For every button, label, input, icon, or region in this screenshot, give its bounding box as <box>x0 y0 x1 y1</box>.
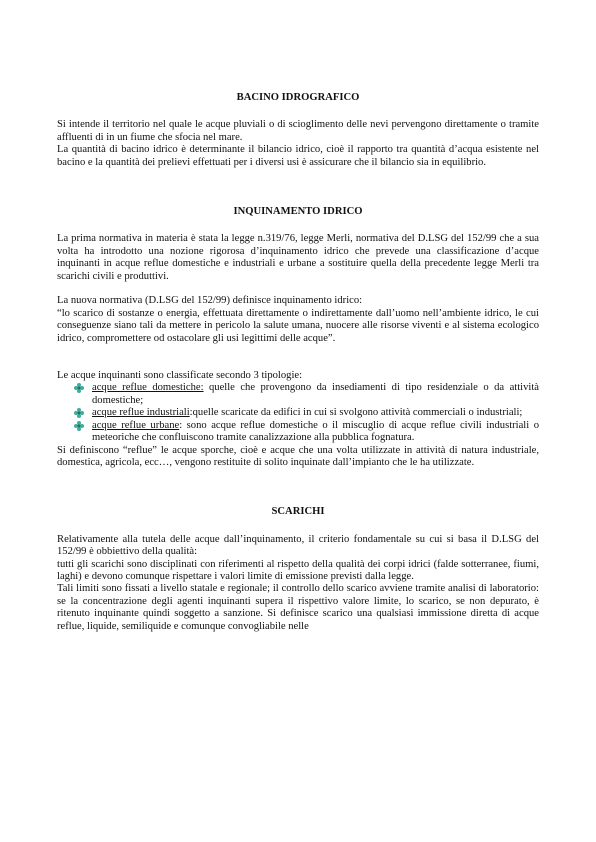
paragraph: La quantità di bacino idrico è determinante il bilancio idrico, cioè il rapporto tra quantità d’acqua esistente nel bacino e la quantità dei prelievi effettuati per i diversi usi è assicurare che il bilancio sia in equilibrio. <box>57 144 539 168</box>
section-title-bacino: BACINO IDROGRAFICO <box>236 92 360 103</box>
section-title-inquinamento: INQUINAMENTO IDRICO <box>233 206 363 218</box>
item-text: :quelle scaricate da edifici in cui si svolgono attività commerciali o industriali; <box>189 407 523 419</box>
item-text: : sono acque reflue domestiche o il miscuglio di acque reflue civili industriali o meteoriche che confluiscono tramite canalizzazione alla pubblica fognatura. <box>92 419 539 444</box>
list-item <box>92 420 539 445</box>
flower-bullet-icon <box>74 421 84 431</box>
term-industriali: acque reflue industriali <box>92 407 190 419</box>
paragraph: La prima normativa in materia è stata la legge n.319/76, legge Merli, normativa del D.LSG del 152/99 che a sua volta ha introdotto una nozione rigorosa d’inquinamento idrico che prevede una classificazione d’acque inquinanti in acque reflue domestiche e industriali e urbane a sostituire quella della precedente legge Merli tra scarichi civili e produttivi. <box>57 233 539 282</box>
paragraph: tutti gli scarichi sono disciplinati con riferimenti al rispetto della qualità dei corpi idrici (falde sotterranee, fiumi, laghi) e devono comunque rispettare i valori limite di emissione previsti dalla legge. <box>57 558 539 582</box>
term-urbane: acque reflue urbane <box>92 419 180 431</box>
paragraph: Si intende il territorio nel quale le acque pluviali o di scioglimento delle nevi pervengono direttamente o tramite affluenti di in un fiume che sfocia nel mare. <box>57 119 539 143</box>
flower-bullet-icon <box>74 408 84 418</box>
term-domestiche: acque reflue domestiche: <box>92 382 204 394</box>
item-text: quelle che provengono da insediamenti di tipo residenziale o da attività domestiche; <box>92 382 539 406</box>
section-title-scarichi: SCARICHI <box>271 506 325 518</box>
paragraph: Si definiscono “reflue” le acque sporche, cioè e acque che una volta utilizzate in attività di natura industriale, domestica, agricola, ecc…, vengono restituite di solito inquinate dall’impianto che le ha utilizzate. <box>57 444 539 468</box>
paragraph: Relativamente alla tutela delle acque dall’inquinamento, il criterio fondamentale su cui si basa il D.LSG del 152/99 è obbiettivo della qualità: <box>57 533 539 558</box>
list-item <box>92 407 539 419</box>
paragraph: Tali limiti sono fissati a livello statale e regionale; il controllo dello scarico avviene tramite analisi di laboratorio: se la concentrazione degli agenti inquinanti supera il rispettivo valore limite, lo scarico, se non depurato, è ritenuto inquinante quindi soggetto a sanzione. Si definisce scarico una qualsiasi immissione diretta di acque reflue, liquide, semiliquide e comunque convogliabile nelle <box>57 583 539 632</box>
typology-list <box>57 382 539 444</box>
paragraph: La nuova normativa (D.LSG del 152/99) definisce inquinamento idrico: <box>57 295 363 307</box>
paragraph: Le acque inquinanti sono classificate secondo 3 tipologie: <box>57 370 303 382</box>
document-page <box>57 92 539 633</box>
quote-paragraph: “lo scarico di sostanze o energia, effettuata direttamente o indirettamente dall’uomo nell’ambiente idrico, le cui conseguenze siano tali da mettere in pericolo la salute umana, nuocere alle risorse viventi e al sistema ecologico idrico, compromettere od ostacolare gli usi legittimi delle acque”. <box>57 307 539 344</box>
flower-bullet-icon <box>74 383 84 393</box>
list-item <box>92 382 539 407</box>
